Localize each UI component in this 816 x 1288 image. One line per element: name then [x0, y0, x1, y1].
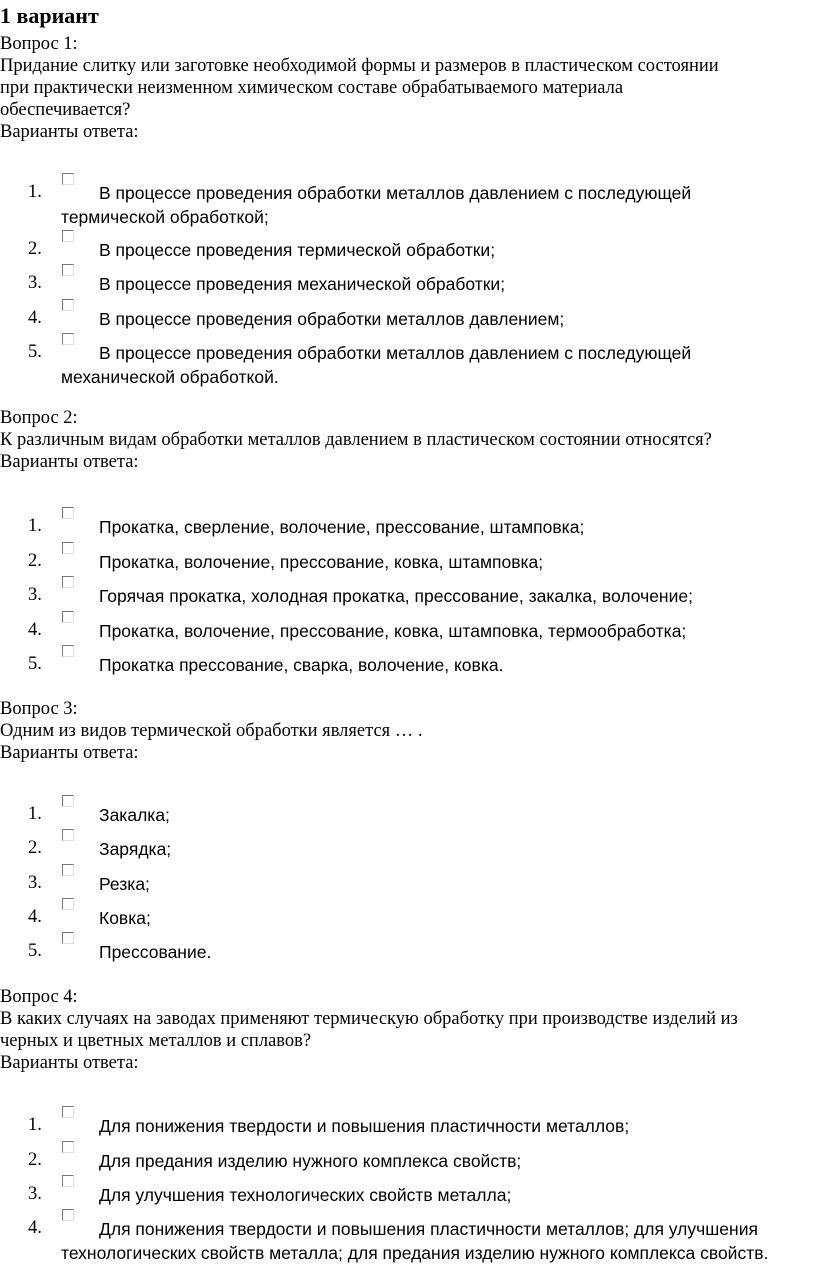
option-number: 3. — [28, 873, 42, 893]
option-text: Зарядка; — [99, 839, 172, 859]
option-text: Для понижения твердости и повышения пластичности металлов; — [99, 1116, 630, 1136]
question-label: Вопрос 1: — [0, 34, 78, 54]
question-4 — [0, 986, 812, 1074]
option-number: 1. — [28, 1115, 42, 1135]
option-text: В процессе проведения обработки металлов давлением с последующей механической обработкой. — [61, 343, 692, 387]
variants-label: Варианты ответа: — [0, 122, 139, 142]
option-text: Ковка; — [99, 908, 151, 928]
option-number: 4. — [28, 308, 42, 328]
variants-label: Варианты ответа: — [0, 452, 139, 472]
option-number: 3. — [28, 1184, 42, 1204]
option-number: 4. — [28, 907, 42, 927]
option-text: Для улучшения технологических свойств металла; — [99, 1185, 512, 1205]
option-text: Для понижения твердости и повышения пластичности металлов; для улучшения технологических свойств металла; для предания изделию нужного комплекса свойств. — [61, 1219, 769, 1263]
question-text: Одним из видов термической обработки является … . — [0, 721, 423, 741]
option-text: Горячая прокатка, холодная прокатка, прессование, закалка, волочение; — [99, 586, 693, 606]
option-number: 1. — [28, 182, 42, 202]
option-text: Закалка; — [99, 805, 170, 825]
option-text: Прокатка, сверление, волочение, прессование, штамповка; — [99, 517, 585, 537]
variants-label: Варианты ответа: — [0, 743, 139, 763]
option-number: 1. — [28, 516, 42, 536]
option-number: 2. — [28, 239, 42, 259]
option-number: 4. — [28, 1218, 42, 1238]
question-label: Вопрос 4: — [0, 987, 78, 1007]
question-text: Придание слитку или заготовке необходимой формы и размеров в пластическом состоянии при практически неизменном химическом составе обрабатываемого материала обеспечивается? — [0, 56, 719, 120]
option-number: 1. — [28, 804, 42, 824]
option-text: Прессование. — [99, 942, 212, 962]
question-text: В каких случаях на заводах применяют термическую обработку при производстве изделий из черных и цветных металлов и сплавов? — [0, 1009, 738, 1051]
option-text: В процессе проведения термической обработки; — [99, 240, 496, 260]
option-text: Прокатка прессование, сварка, волочение, ковка. — [99, 655, 504, 675]
question-text: К различным видам обработки металлов давлением в пластическом состоянии относятся? — [0, 430, 712, 450]
option-text: Прокатка, волочение, прессование, ковка, штамповка; — [99, 552, 544, 572]
question-label: Вопрос 3: — [0, 699, 78, 719]
option-number: 5. — [28, 941, 42, 961]
question-1 — [0, 33, 812, 143]
question-3 — [0, 698, 812, 764]
option-number: 3. — [28, 585, 42, 605]
option-number: 2. — [28, 838, 42, 858]
question-label: Вопрос 2: — [0, 408, 78, 428]
option-text: Прокатка, волочение, прессование, ковка, штамповка, термообработка; — [99, 621, 687, 641]
option-number: 4. — [28, 620, 42, 640]
page-title: 1 вариант — [0, 3, 99, 28]
option-number: 2. — [28, 551, 42, 571]
variants-label: Варианты ответа: — [0, 1053, 139, 1073]
option-number: 3. — [28, 273, 42, 293]
option-text: Резка; — [99, 874, 150, 894]
option-text: Для предания изделию нужного комплекса свойств; — [99, 1151, 522, 1171]
question-2 — [0, 407, 812, 473]
option-text: В процессе проведения обработки металлов давлением с последующей термической обработкой; — [61, 183, 692, 227]
option-text: В процессе проведения обработки металлов давлением; — [99, 309, 565, 329]
option-number: 5. — [28, 342, 42, 362]
option-text: В процессе проведения механической обработки; — [99, 274, 506, 294]
option-number: 2. — [28, 1150, 42, 1170]
option-number: 5. — [28, 654, 42, 674]
